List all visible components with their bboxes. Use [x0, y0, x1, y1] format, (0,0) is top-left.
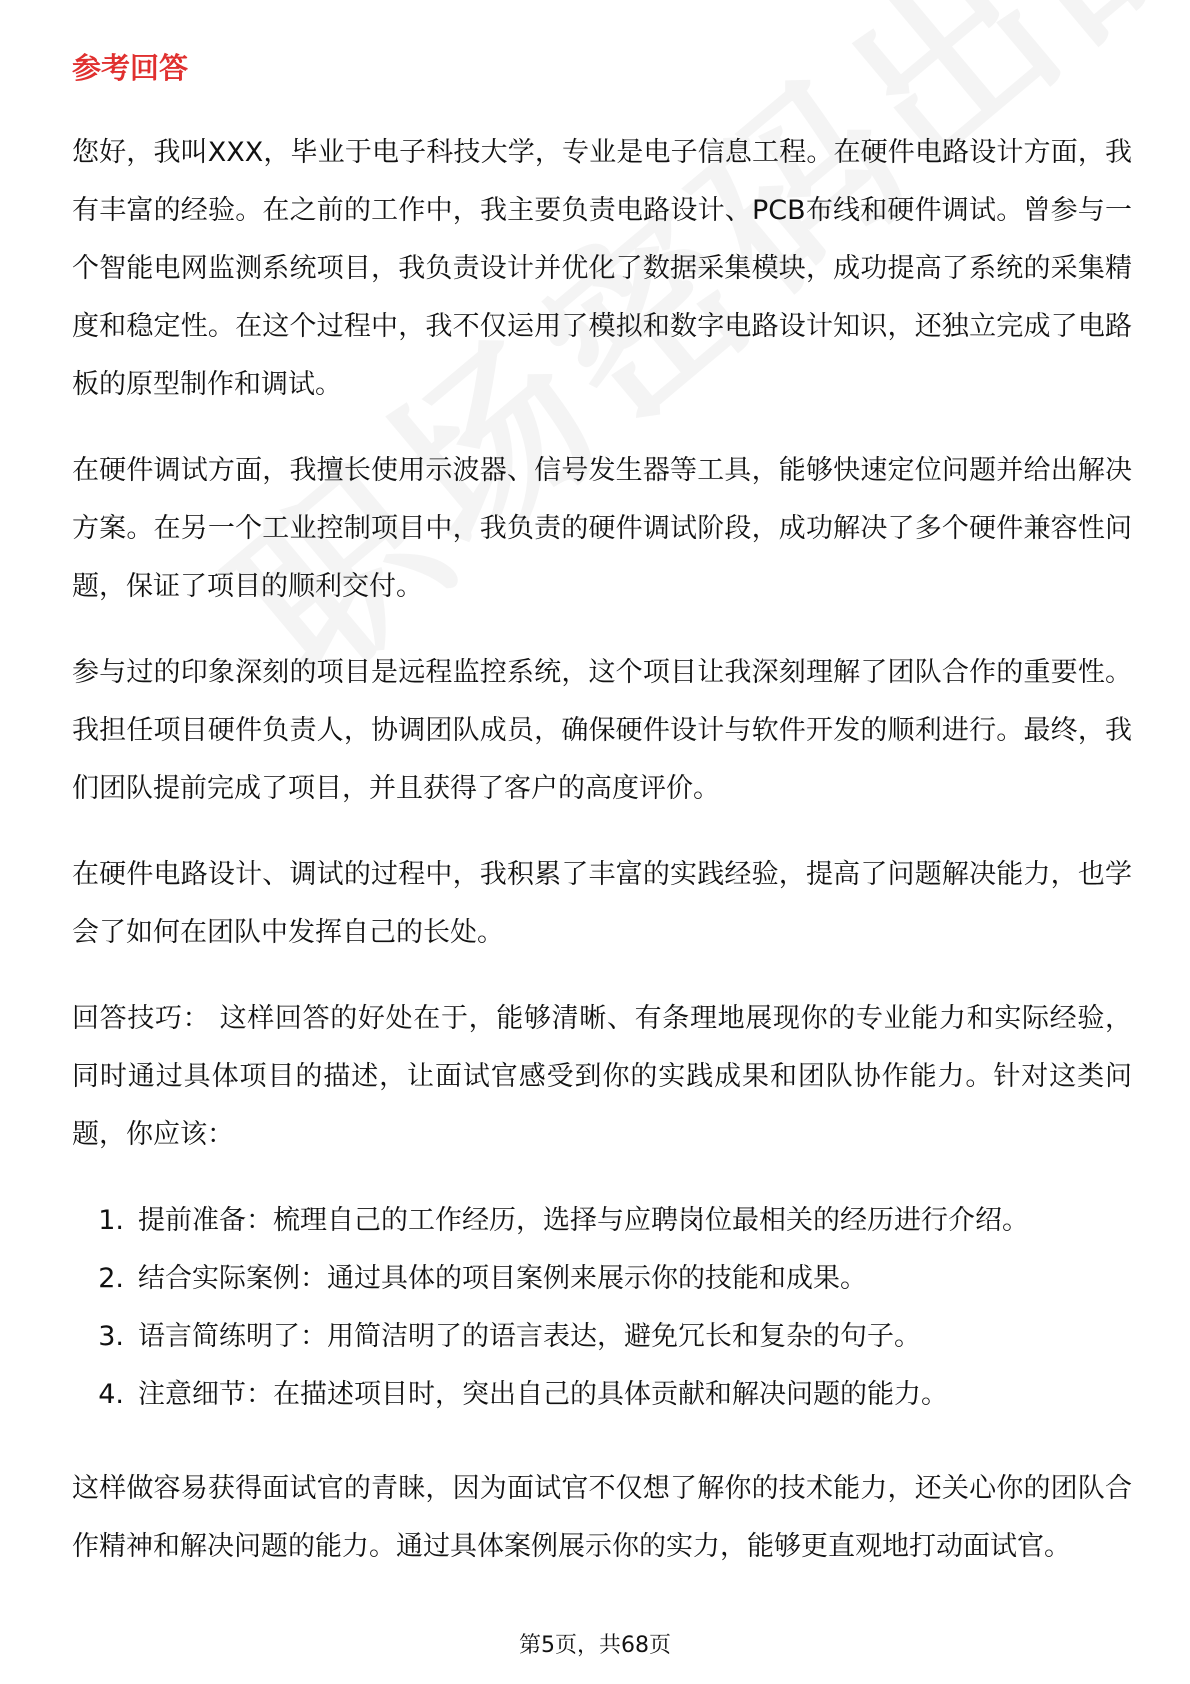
list-number: 1. [98, 1205, 124, 1236]
list-text: 结合实际案例：通过具体的项目案例来展示你的技能和成果。 [138, 1263, 867, 1294]
list-number: 3. [98, 1321, 124, 1352]
list-item [72, 1192, 1132, 1250]
list-item [72, 1366, 1132, 1424]
paragraph-tips-intro: 回答技巧： 这样回答的好处在于，能够清晰、有条理地展现你的专业能力和实际经验，同时通过具体项目的描述，让面试官感受到你的实践成果和团队协作能力。针对这类问题，你应该： [72, 1003, 1132, 1150]
paragraph-closing: 这样做容易获得面试官的青睐，因为面试官不仅想了解你的技术能力，还关心你的团队合作精神和解决问题的能力。通过具体案例展示你的实力，能够更直观地打动面试官。 [72, 1473, 1132, 1562]
paragraph-debugging: 在硬件调试方面，我擅长使用示波器、信号发生器等工具，能够快速定位问题并给出解决方案。在另一个工业控制项目中，我负责的硬件调试阶段，成功解决了多个硬件兼容性问题，保证了项目的顺利交付。 [72, 455, 1132, 602]
paragraph-intro: 您好，我叫XXX，毕业于电子科技大学，专业是电子信息工程。在硬件电路设计方面，我有丰富的经验。在之前的工作中，我主要负责电路设计、PCB布线和硬件调试。曾参与一个智能电网监测系统项目，我负责设计并优化了数据采集模块，成功提高了系统的采集精度和稳定性。在这个过程中，我不仅运用了模拟和数字电路设计知识，还独立完成了电路板的原型制作和调试。 [72, 137, 1132, 400]
paragraph-summary: 在硬件电路设计、调试的过程中，我积累了丰富的实践经验，提高了问题解决能力，也学会了如何在团队中发挥自己的长处。 [72, 859, 1132, 948]
paragraph-project: 参与过的印象深刻的项目是远程监控系统，这个项目让我深刻理解了团队合作的重要性。我担任项目硬件负责人，协调团队成员，确保硬件设计与软件开发的顺利进行。最终，我们团队提前完成了项目，并且获得了客户的高度评价。 [72, 657, 1132, 804]
content [72, 48, 1132, 1604]
list-item [72, 1250, 1132, 1308]
list-text: 语言简练明了：用简洁明了的语言表达，避免冗长和复杂的句子。 [138, 1321, 921, 1352]
tips-list [72, 1192, 1132, 1424]
list-item [72, 1308, 1132, 1366]
list-text: 提前准备：梳理自己的工作经历，选择与应聘岗位最相关的经历进行介绍。 [138, 1205, 1029, 1236]
page-number-footer: 第5页，共68页 [519, 1633, 671, 1658]
list-number: 2. [98, 1263, 124, 1294]
list-text: 注意细节：在描述项目时，突出自己的具体贡献和解决问题的能力。 [138, 1379, 948, 1410]
section-title: 参考回答 [72, 51, 189, 85]
list-number: 4. [98, 1379, 124, 1410]
